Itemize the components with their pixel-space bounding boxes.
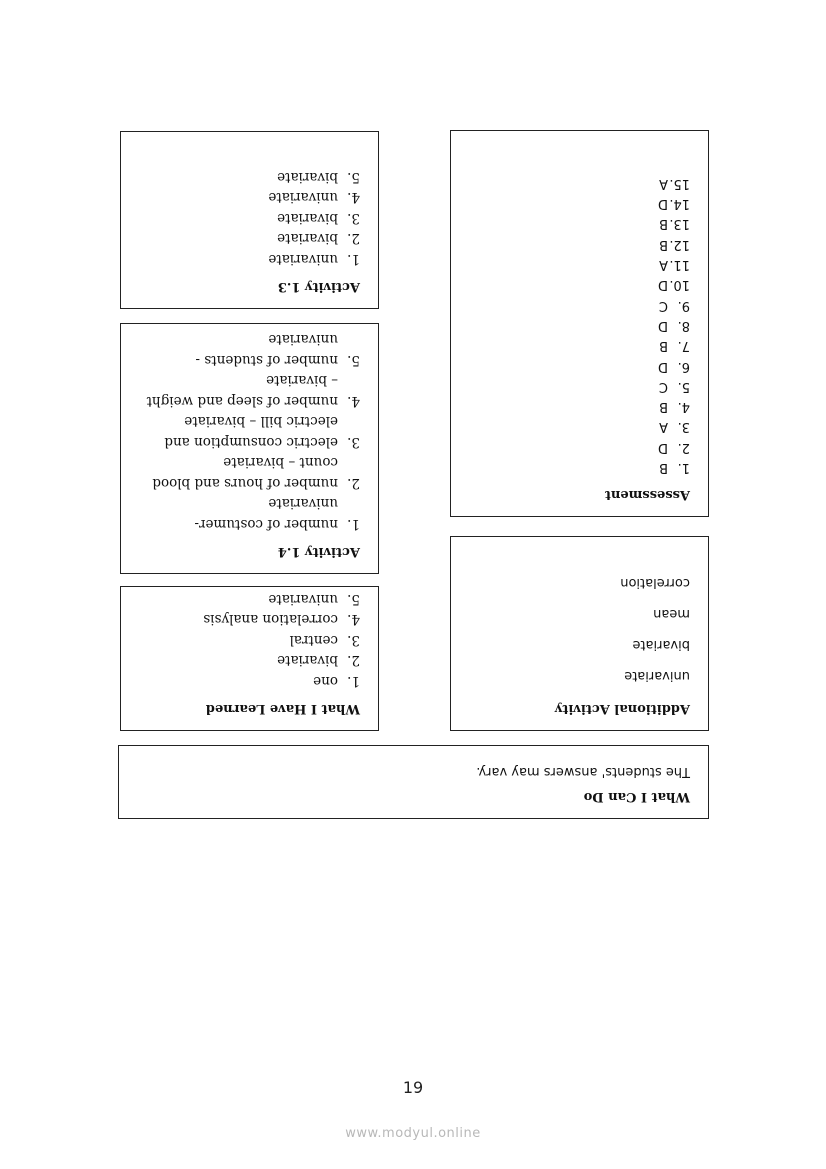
list-item: correlation <box>620 575 690 590</box>
list-item: 4. univariate <box>268 189 360 206</box>
activity-1-4-title: Activity 1.4 <box>277 544 360 559</box>
list-item: 4. B <box>659 399 690 415</box>
list-item: 2. bivariate <box>277 230 360 247</box>
list-item: 2. number of hours and blood count – bivariate <box>152 454 360 491</box>
assessment-title: Assessment <box>604 487 690 502</box>
activity-1-3-title: Activity 1.3 <box>277 279 360 294</box>
list-item: 3. bivariate <box>277 210 360 226</box>
list-item: 1. univariate <box>268 251 360 267</box>
list-item: 5. univariate <box>268 591 360 607</box>
page-number: 19 <box>402 1078 424 1097</box>
list-item: 1. B <box>659 460 690 475</box>
list-item: univariate <box>624 668 690 683</box>
what-i-can-do-title: What I Can Do <box>583 789 690 804</box>
what-i-have-learned-box <box>120 586 379 731</box>
list-item: 4. correlation analysis <box>203 611 360 628</box>
additional-activity-title: Additional Activity <box>554 701 690 716</box>
list-item: 1. number of costumer- univariate <box>194 495 360 532</box>
list-item: 4. number of sleep and weight – bivariate <box>146 372 360 409</box>
list-item: 9. C <box>658 297 690 313</box>
activity-1-3-list <box>139 167 360 270</box>
what-i-have-learned-title: What I Have Learned <box>205 701 360 716</box>
list-item: 8. D <box>657 317 690 333</box>
activity-1-4-box <box>120 323 379 574</box>
list-item: 3. A <box>659 419 690 435</box>
list-item: 11. A <box>659 257 690 273</box>
what-i-can-do-text: The students' answers may vary. <box>476 764 690 779</box>
list-item: 13. B <box>659 216 690 232</box>
list-item: mean <box>653 606 690 621</box>
activity-1-4-list <box>139 329 360 534</box>
list-item: 10. D <box>657 277 690 293</box>
list-item: 3. electric consumption and electric bill – bivariate <box>164 413 360 450</box>
list-item: bivariate <box>632 637 690 652</box>
what-i-can-do-box <box>118 745 709 819</box>
additional-activity-box <box>450 536 709 731</box>
list-item: 5. bivariate <box>277 169 360 185</box>
additional-activity-list <box>469 567 690 691</box>
list-item: 5. number of students - univariate <box>195 331 360 368</box>
activity-1-3-box <box>120 131 379 309</box>
watermark-text: www.modyul.online <box>345 1126 481 1141</box>
assessment-list <box>469 173 690 477</box>
list-item: 5. C <box>658 378 690 394</box>
list-item: 1. one <box>313 673 360 689</box>
list-item: 7. B <box>659 338 690 354</box>
what-i-have-learned-list <box>139 589 360 692</box>
list-item: 15. A <box>659 175 690 191</box>
list-item: 3. central <box>289 632 360 648</box>
assessment-box <box>450 130 709 517</box>
list-item: 12. B <box>659 236 690 252</box>
list-item: 6. D <box>657 358 690 374</box>
list-item: 2. bivariate <box>277 652 360 669</box>
list-item: 14. D <box>657 196 690 212</box>
list-item: 2. D <box>657 439 690 455</box>
